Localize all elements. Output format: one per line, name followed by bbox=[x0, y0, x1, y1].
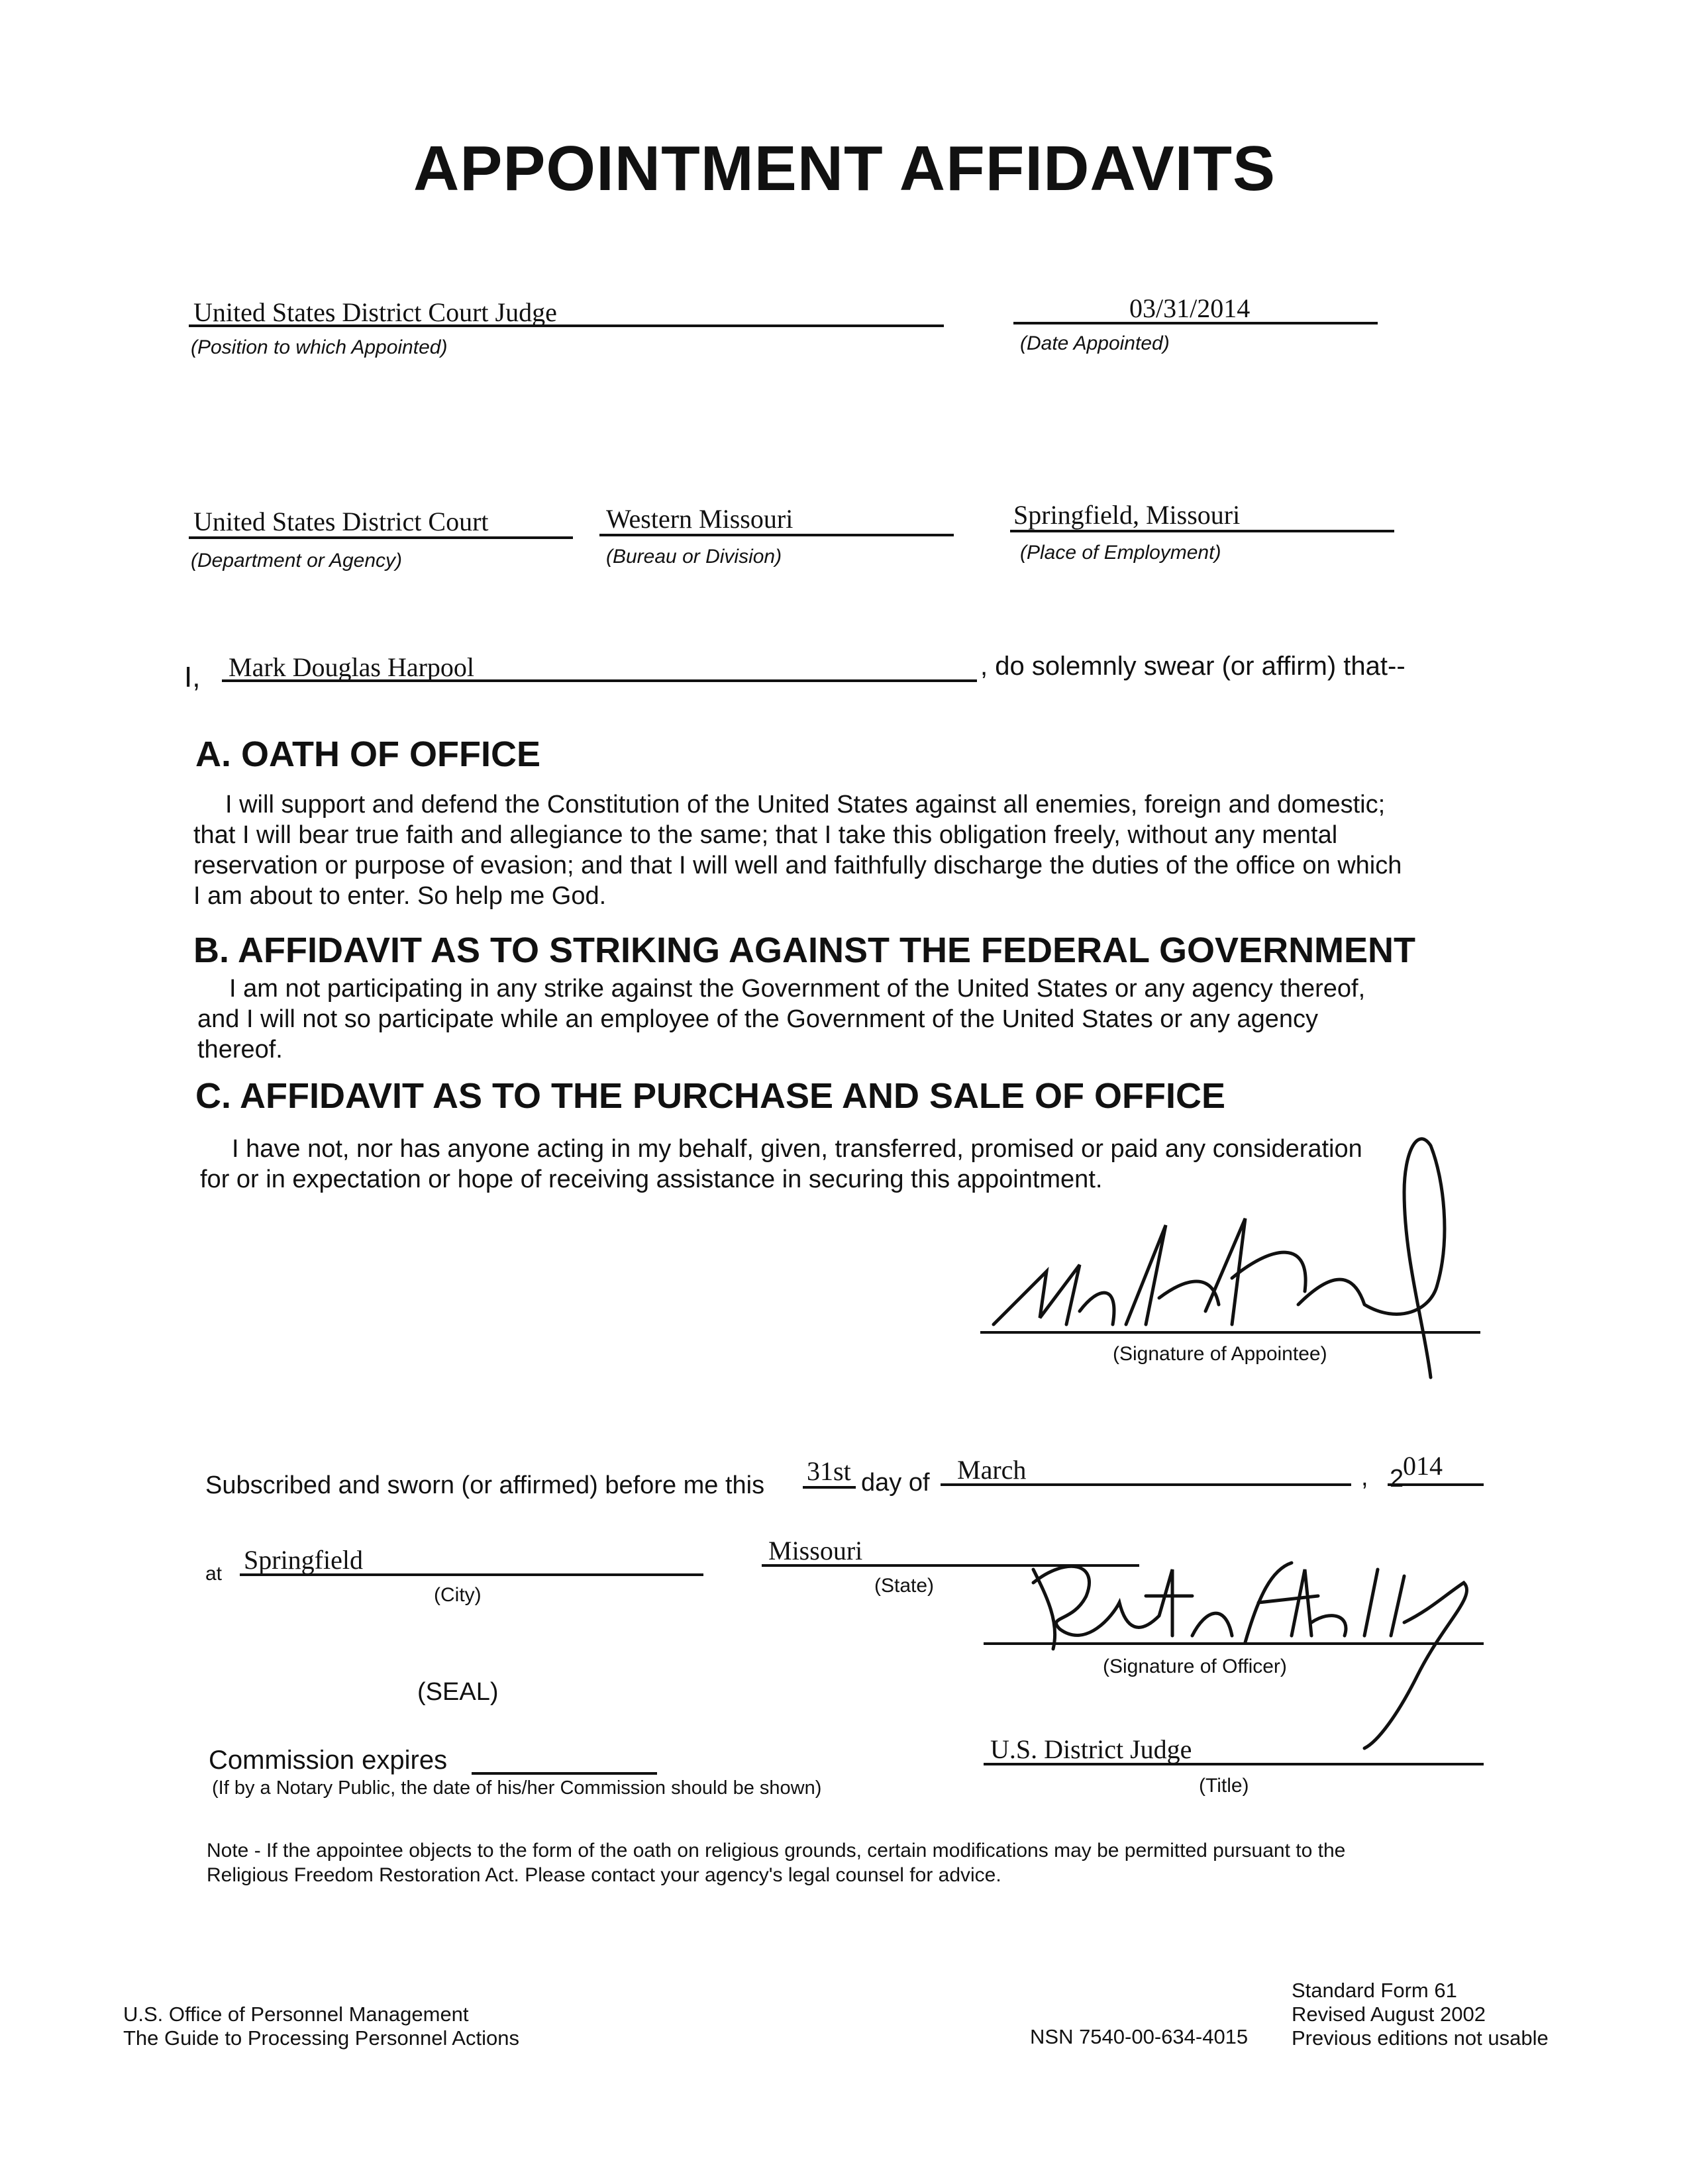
city-caption: (City) bbox=[434, 1584, 482, 1606]
note-line: Note - If the appointee objects to the form of the oath on religious grounds, certain modifications may be permitted pursuant to the bbox=[207, 1840, 1346, 1861]
commission-underline[interactable] bbox=[472, 1772, 657, 1775]
city-field[interactable]: Springfield bbox=[244, 1545, 363, 1575]
footer-agency bbox=[123, 2003, 519, 2050]
footer-agency-line: U.S. Office of Personnel Management bbox=[123, 2003, 469, 2026]
section-b-heading: B. AFFIDAVIT AS TO STRIKING AGAINST THE FEDERAL GOVERNMENT bbox=[193, 930, 1416, 970]
section-b-line: I am not participating in any strike against the Government of the United States or any agency thereof, bbox=[229, 975, 1366, 1003]
sworn-day-field[interactable]: 31st bbox=[807, 1456, 851, 1486]
oath-prefix: I, bbox=[184, 661, 201, 693]
officer-title-field[interactable]: U.S. District Judge bbox=[990, 1734, 1192, 1764]
footer-agency-line: The Guide to Processing Personnel Actions bbox=[123, 2026, 519, 2050]
at-label: at bbox=[205, 1563, 223, 1585]
year-underline bbox=[1388, 1483, 1484, 1486]
footer-nsn: NSN 7540-00-634-4015 bbox=[1030, 2025, 1249, 2048]
title-underline bbox=[984, 1763, 1484, 1765]
oath-suffix: , do solemnly swear (or affirm) that-- bbox=[980, 652, 1406, 681]
department-underline bbox=[189, 536, 573, 539]
position-caption: (Position to which Appointed) bbox=[191, 336, 448, 358]
sworn-text: Subscribed and sworn (or affirmed) before me this bbox=[205, 1471, 765, 1499]
place-caption: (Place of Employment) bbox=[1020, 542, 1221, 564]
date-caption: (Date Appointed) bbox=[1020, 332, 1170, 354]
commission-note: (If by a Notary Public, the date of his/her Commission should be shown) bbox=[212, 1777, 822, 1799]
section-b-line: and I will not so participate while an employee of the Government of the United States or any agency bbox=[197, 1005, 1318, 1033]
religious-note bbox=[207, 1838, 1345, 1887]
position-field[interactable]: United States District Court Judge bbox=[193, 297, 557, 327]
date-underline bbox=[1013, 322, 1378, 324]
footer-form-line: Standard Form 61 bbox=[1292, 1979, 1457, 2002]
section-c-line: for or in expectation or hope of receiving assistance in securing this appointment. bbox=[200, 1166, 1103, 1193]
section-b-line: thereof. bbox=[197, 1036, 283, 1064]
department-field[interactable]: United States District Court bbox=[193, 507, 489, 536]
section-b-body bbox=[197, 973, 1522, 1065]
bureau-underline bbox=[599, 534, 954, 536]
section-c-heading: C. AFFIDAVIT AS TO THE PURCHASE AND SALE OF OFFICE bbox=[195, 1076, 1226, 1116]
sworn-day-label: day of bbox=[861, 1469, 930, 1497]
place-underline bbox=[1010, 530, 1394, 532]
bureau-field[interactable]: Western Missouri bbox=[606, 504, 793, 534]
officer-signature-line bbox=[984, 1642, 1484, 1645]
date-appointed-field[interactable]: 03/31/2014 bbox=[1129, 293, 1251, 323]
sworn-year-field[interactable]: 014 bbox=[1403, 1451, 1443, 1481]
section-a-line: I will support and defend the Constitution of the United States against all enemies, foreign and domestic; bbox=[225, 791, 1386, 819]
section-a-line: that I will bear true faith and allegiance to the same; that I take this obligation freely, without any mental bbox=[193, 821, 1338, 849]
sworn-year-prefix: 2 bbox=[1390, 1465, 1404, 1493]
note-line: Religious Freedom Restoration Act. Please contact your agency's legal counsel for advice. bbox=[207, 1864, 1001, 1886]
seal-label: (SEAL) bbox=[417, 1678, 499, 1706]
commission-label: Commission expires bbox=[209, 1746, 448, 1775]
form-title: APPOINTMENT AFFIDAVITS bbox=[413, 133, 1276, 204]
section-a-line: reservation or purpose of evasion; and that I will well and faithfully discharge the duties of the office on which bbox=[193, 852, 1402, 879]
sworn-month-field[interactable]: March bbox=[957, 1455, 1027, 1485]
city-underline bbox=[240, 1573, 703, 1576]
section-a-line: I am about to enter. So help me God. bbox=[193, 882, 607, 910]
section-a-body bbox=[193, 789, 1518, 911]
appointee-name-field[interactable]: Mark Douglas Harpool bbox=[229, 652, 475, 682]
day-underline bbox=[803, 1486, 856, 1489]
name-underline bbox=[222, 679, 977, 682]
month-underline bbox=[941, 1483, 1351, 1486]
section-a-heading: A. OATH OF OFFICE bbox=[195, 734, 540, 774]
position-underline bbox=[189, 324, 944, 327]
officer-signature-caption: (Signature of Officer) bbox=[1103, 1656, 1287, 1677]
footer-form-info bbox=[1292, 1979, 1549, 2050]
sworn-comma: , bbox=[1361, 1464, 1368, 1491]
officer-title-caption: (Title) bbox=[1199, 1775, 1249, 1797]
bureau-caption: (Bureau or Division) bbox=[606, 546, 782, 568]
state-field[interactable]: Missouri bbox=[768, 1536, 863, 1565]
footer-form-line: Previous editions not usable bbox=[1292, 2026, 1549, 2050]
officer-signature bbox=[1007, 1543, 1484, 1762]
section-c-line: I have not, nor has anyone acting in my behalf, given, transferred, promised or paid any consideration bbox=[232, 1135, 1362, 1163]
department-caption: (Department or Agency) bbox=[191, 550, 403, 571]
appointee-signature-caption: (Signature of Appointee) bbox=[1113, 1343, 1327, 1365]
footer-form-line: Revised August 2002 bbox=[1292, 2003, 1486, 2026]
state-caption: (State) bbox=[874, 1575, 935, 1597]
place-field[interactable]: Springfield, Missouri bbox=[1013, 500, 1241, 530]
appointee-signature-line bbox=[980, 1331, 1480, 1334]
